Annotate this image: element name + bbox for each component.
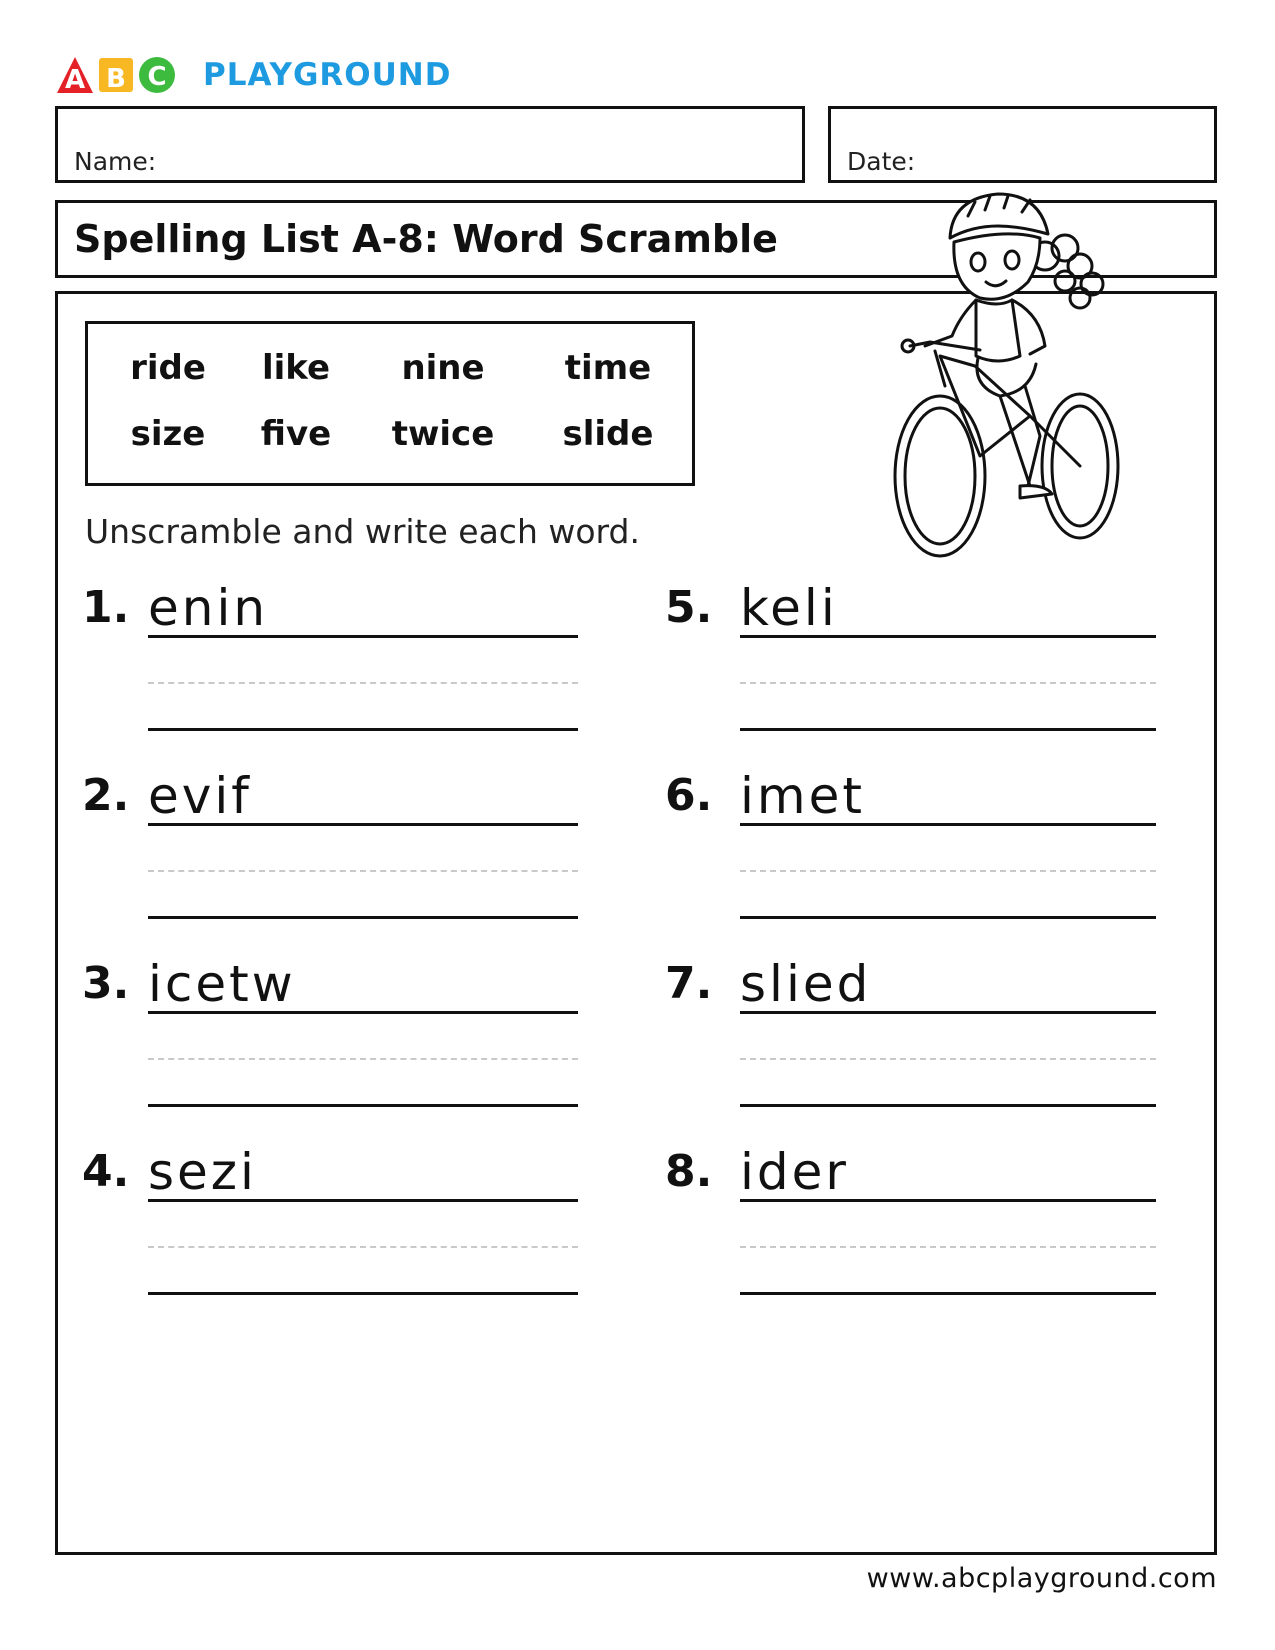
date-field[interactable] bbox=[828, 106, 1217, 183]
bank-word: slide bbox=[562, 414, 654, 454]
name-label: Name: bbox=[74, 147, 157, 176]
item-number: 7. bbox=[665, 958, 713, 1009]
scramble-item bbox=[665, 766, 1185, 946]
item-number: 3. bbox=[82, 958, 130, 1009]
abc-logo-icon bbox=[55, 55, 195, 95]
bank-word: twice bbox=[391, 414, 495, 454]
website-footer: www.abcplayground.com bbox=[866, 1563, 1217, 1594]
item-number: 6. bbox=[665, 770, 713, 821]
item-number: 4. bbox=[82, 1146, 130, 1197]
scrambled-word: evif bbox=[148, 767, 252, 825]
scrambled-word: keli bbox=[740, 579, 838, 637]
girl-on-bicycle-illustration bbox=[880, 186, 1150, 586]
writing-line-top[interactable] bbox=[148, 1199, 578, 1202]
front-wheel-icon bbox=[895, 396, 985, 556]
writing-line-baseline[interactable] bbox=[148, 1104, 578, 1107]
writing-line-midline bbox=[740, 1246, 1156, 1248]
writing-line-midline bbox=[148, 1058, 578, 1060]
instructions-text: Unscramble and write each word. bbox=[85, 512, 640, 551]
date-label: Date: bbox=[847, 147, 916, 176]
page-title: Spelling List A-8: Word Scramble bbox=[74, 217, 778, 261]
writing-line-top[interactable] bbox=[740, 1199, 1156, 1202]
scramble-item bbox=[665, 1142, 1185, 1322]
writing-line-baseline[interactable] bbox=[148, 1292, 578, 1295]
item-number: 2. bbox=[82, 770, 130, 821]
scramble-item bbox=[82, 766, 602, 946]
item-number: 5. bbox=[665, 582, 713, 633]
bank-word: nine bbox=[401, 348, 485, 388]
bank-word: ride bbox=[130, 348, 206, 388]
scramble-item bbox=[665, 578, 1185, 758]
writing-line-midline bbox=[148, 1246, 578, 1248]
bank-word: time bbox=[564, 348, 652, 388]
scrambled-word: sezi bbox=[148, 1143, 257, 1201]
abc-playground-logo bbox=[55, 55, 451, 95]
writing-line-baseline[interactable] bbox=[740, 728, 1156, 731]
scrambled-word: imet bbox=[740, 767, 865, 825]
logo-letter-a: A bbox=[64, 65, 86, 95]
writing-line-midline bbox=[740, 682, 1156, 684]
writing-line-baseline[interactable] bbox=[148, 728, 578, 731]
writing-line-midline bbox=[740, 870, 1156, 872]
writing-line-top[interactable] bbox=[148, 635, 578, 638]
item-number: 1. bbox=[82, 582, 130, 633]
curly-hair-icon bbox=[1031, 235, 1103, 308]
scramble-item bbox=[82, 954, 602, 1134]
writing-line-top[interactable] bbox=[740, 635, 1156, 638]
writing-line-top[interactable] bbox=[148, 1011, 578, 1014]
logo-wordmark: PLAYGROUND bbox=[203, 57, 452, 93]
bank-word: size bbox=[130, 414, 206, 454]
writing-line-midline bbox=[148, 870, 578, 872]
writing-line-baseline[interactable] bbox=[740, 916, 1156, 919]
scrambled-word: slied bbox=[740, 955, 872, 1013]
writing-line-top[interactable] bbox=[148, 823, 578, 826]
writing-line-midline bbox=[740, 1058, 1156, 1060]
bank-word: like bbox=[261, 348, 331, 388]
writing-line-midline bbox=[148, 682, 578, 684]
logo-letter-c: C bbox=[147, 62, 167, 92]
scrambled-word: icetw bbox=[148, 955, 296, 1013]
writing-line-baseline[interactable] bbox=[740, 1104, 1156, 1107]
scrambled-word: enin bbox=[148, 579, 269, 637]
scramble-item bbox=[665, 954, 1185, 1134]
name-field[interactable] bbox=[55, 106, 805, 183]
writing-line-top[interactable] bbox=[740, 823, 1156, 826]
logo-letter-b: B bbox=[106, 64, 126, 94]
item-number: 8. bbox=[665, 1146, 713, 1197]
writing-line-baseline[interactable] bbox=[740, 1292, 1156, 1295]
scramble-item bbox=[82, 578, 602, 758]
word-bank bbox=[85, 321, 695, 486]
bank-word: five bbox=[260, 414, 332, 454]
writing-line-baseline[interactable] bbox=[148, 916, 578, 919]
scrambled-word: ider bbox=[740, 1143, 849, 1201]
writing-line-top[interactable] bbox=[740, 1011, 1156, 1014]
scramble-item bbox=[82, 1142, 602, 1322]
